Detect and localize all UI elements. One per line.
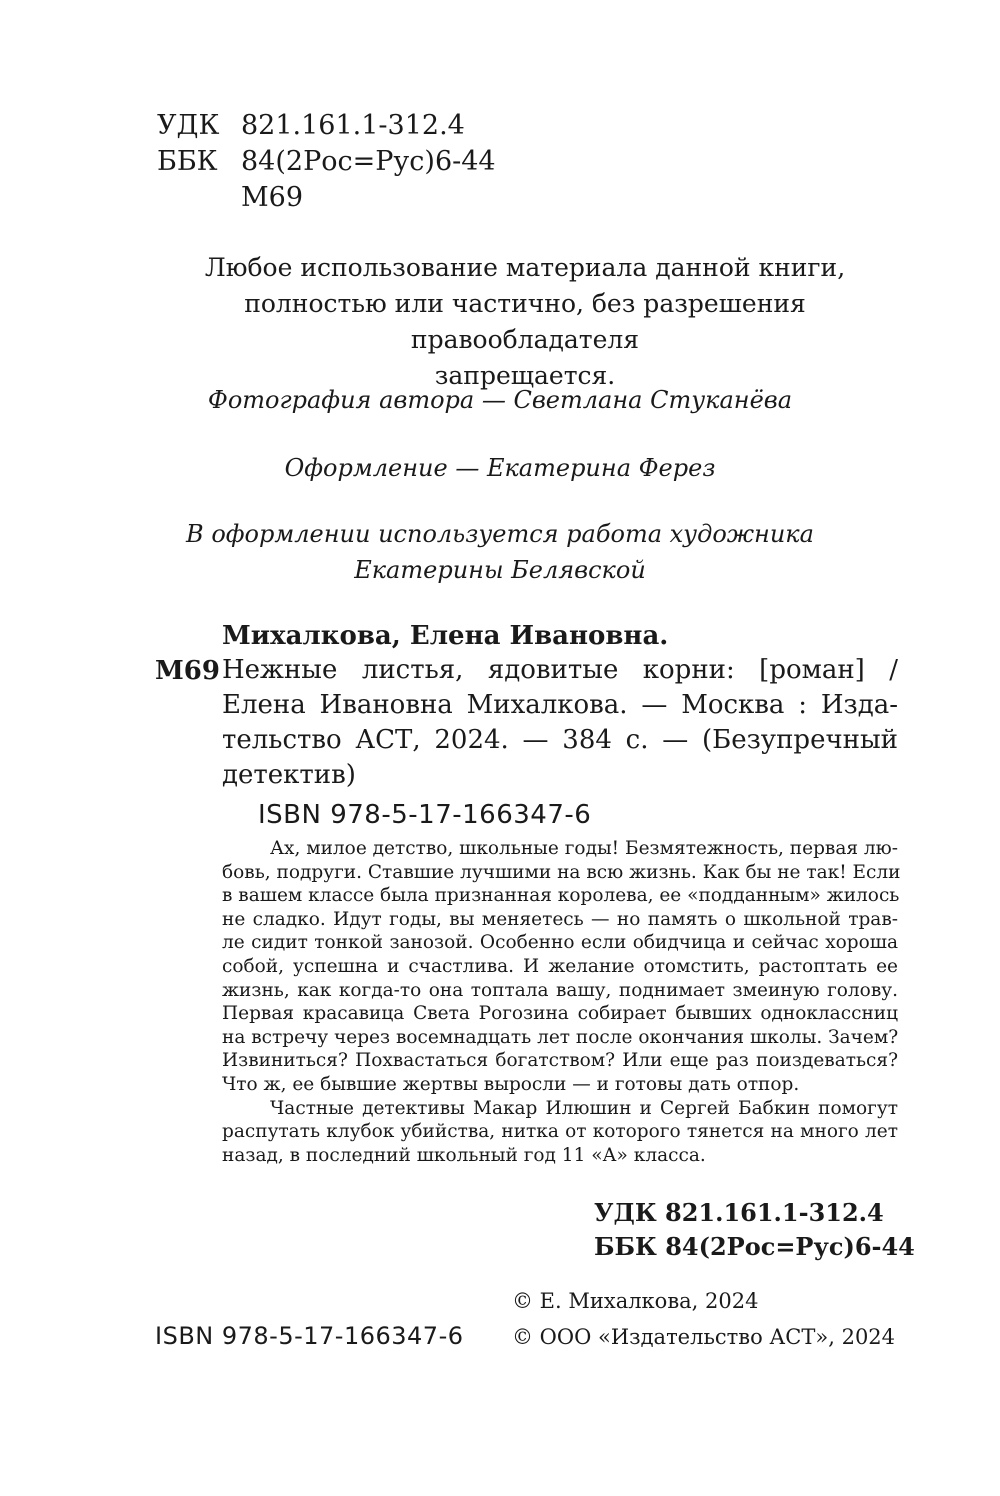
bbk-value: 84(2Рос=Рус)6-44: [241, 146, 496, 177]
photo-credit: Фотография автора — Светлана Стуканёва: [207, 386, 793, 414]
bbk-label: ББК: [157, 146, 218, 177]
annotation-line: не сладко. Идут годы, вы меняетесь — но память о школьной трав-: [222, 908, 898, 930]
record-author-mark: М69: [155, 656, 220, 686]
author-mark: М69: [241, 182, 304, 213]
record-isbn: ISBN 978-5-17-166347-6: [258, 800, 592, 830]
annotation-line: бовь, подруги. Ставшие лучшими на всю жизнь. Как бы не так! Если: [222, 861, 901, 883]
annotation-line: в вашем классе была признанная королева, ее «подданным» жилось: [222, 885, 900, 907]
author-mark-row: [157, 180, 496, 216]
annotation-line: Частные детективы Макар Илюшин и Сергей Бабкин помогут: [270, 1097, 898, 1119]
bottom-isbn: ISBN 978-5-17-166347-6: [155, 1322, 464, 1350]
annotation-line: Ах, милое детство, школьные годы! Безмятежность, первая лю-: [270, 838, 899, 859]
annotation-line: собой, успешна и счастлива. И желание отомстить, растоптать ее: [222, 955, 898, 977]
annotation-line: жизнь, как когда-то она топтала вашу, поднимает змеиную голову.: [222, 979, 898, 1001]
record-line: детектив): [222, 760, 356, 790]
record-description: [222, 653, 898, 793]
notice-line-1: Любое использование материала данной книги,: [204, 253, 846, 282]
bottom-bbk: ББК 84(2Рос=Рус)6-44: [594, 1232, 915, 1261]
usage-notice: [140, 250, 910, 394]
annotation-line: Что ж, ее бывшие жертвы выросли — и готовы дать отпор.: [222, 1073, 800, 1095]
annotation-line: на встречу через восемнадцать лет после окончания школы. Зачем?: [222, 1026, 899, 1048]
annotation: [222, 837, 901, 1167]
copyright-author: © Е. Михалкова, 2024: [512, 1289, 759, 1313]
annotation-line: Извиниться? Похвастаться богатством? Или еще раз поиздеваться?: [222, 1050, 898, 1072]
udk-label: УДК: [157, 110, 220, 141]
annotation-line: ле сидит тонкой занозой. Особенно если обидчица и сейчас хороша: [222, 932, 898, 954]
classification-codes-top: [157, 108, 496, 216]
record-author: Михалкова, Елена Ивановна.: [222, 621, 669, 651]
notice-line-2: полностью или частично, без разрешения правообладателя: [244, 289, 806, 354]
classification-codes-bottom: [594, 1196, 915, 1264]
notice-line-3: запрещается.: [434, 361, 616, 390]
artwork-credit: [0, 516, 1000, 588]
annotation-line: Первая красавица Света Рогозина собирает бывших одноклассниц: [222, 1003, 898, 1025]
annotation-line: распутать клубок убийства, нитка от которого тянется на много лет: [222, 1121, 898, 1143]
record-line: тельство АСТ, 2024. — 384 с. — (Безупречный: [222, 725, 898, 755]
copyright-publisher: © ООО «Издательство АСТ», 2024: [512, 1325, 896, 1349]
bbk-row: [157, 144, 496, 180]
design-credit: Оформление — Екатерина Ферез: [284, 454, 716, 482]
bottom-udk: УДК 821.161.1-312.4: [594, 1198, 884, 1227]
artwork-credit-line-2: Екатерины Белявской: [354, 556, 646, 584]
udk-value: 821.161.1-312.4: [241, 110, 465, 141]
record-line: Елена Ивановна Михалкова. — Москва : Изда-: [222, 690, 898, 720]
annotation-line: назад, в последний школьный год 11 «А» класса.: [222, 1144, 706, 1166]
udk-row: [157, 108, 496, 144]
artwork-credit-line-1: В оформлении используется работа художника: [186, 520, 814, 548]
record-line: Нежные листья, ядовитые корни: [роман] /: [222, 655, 898, 685]
